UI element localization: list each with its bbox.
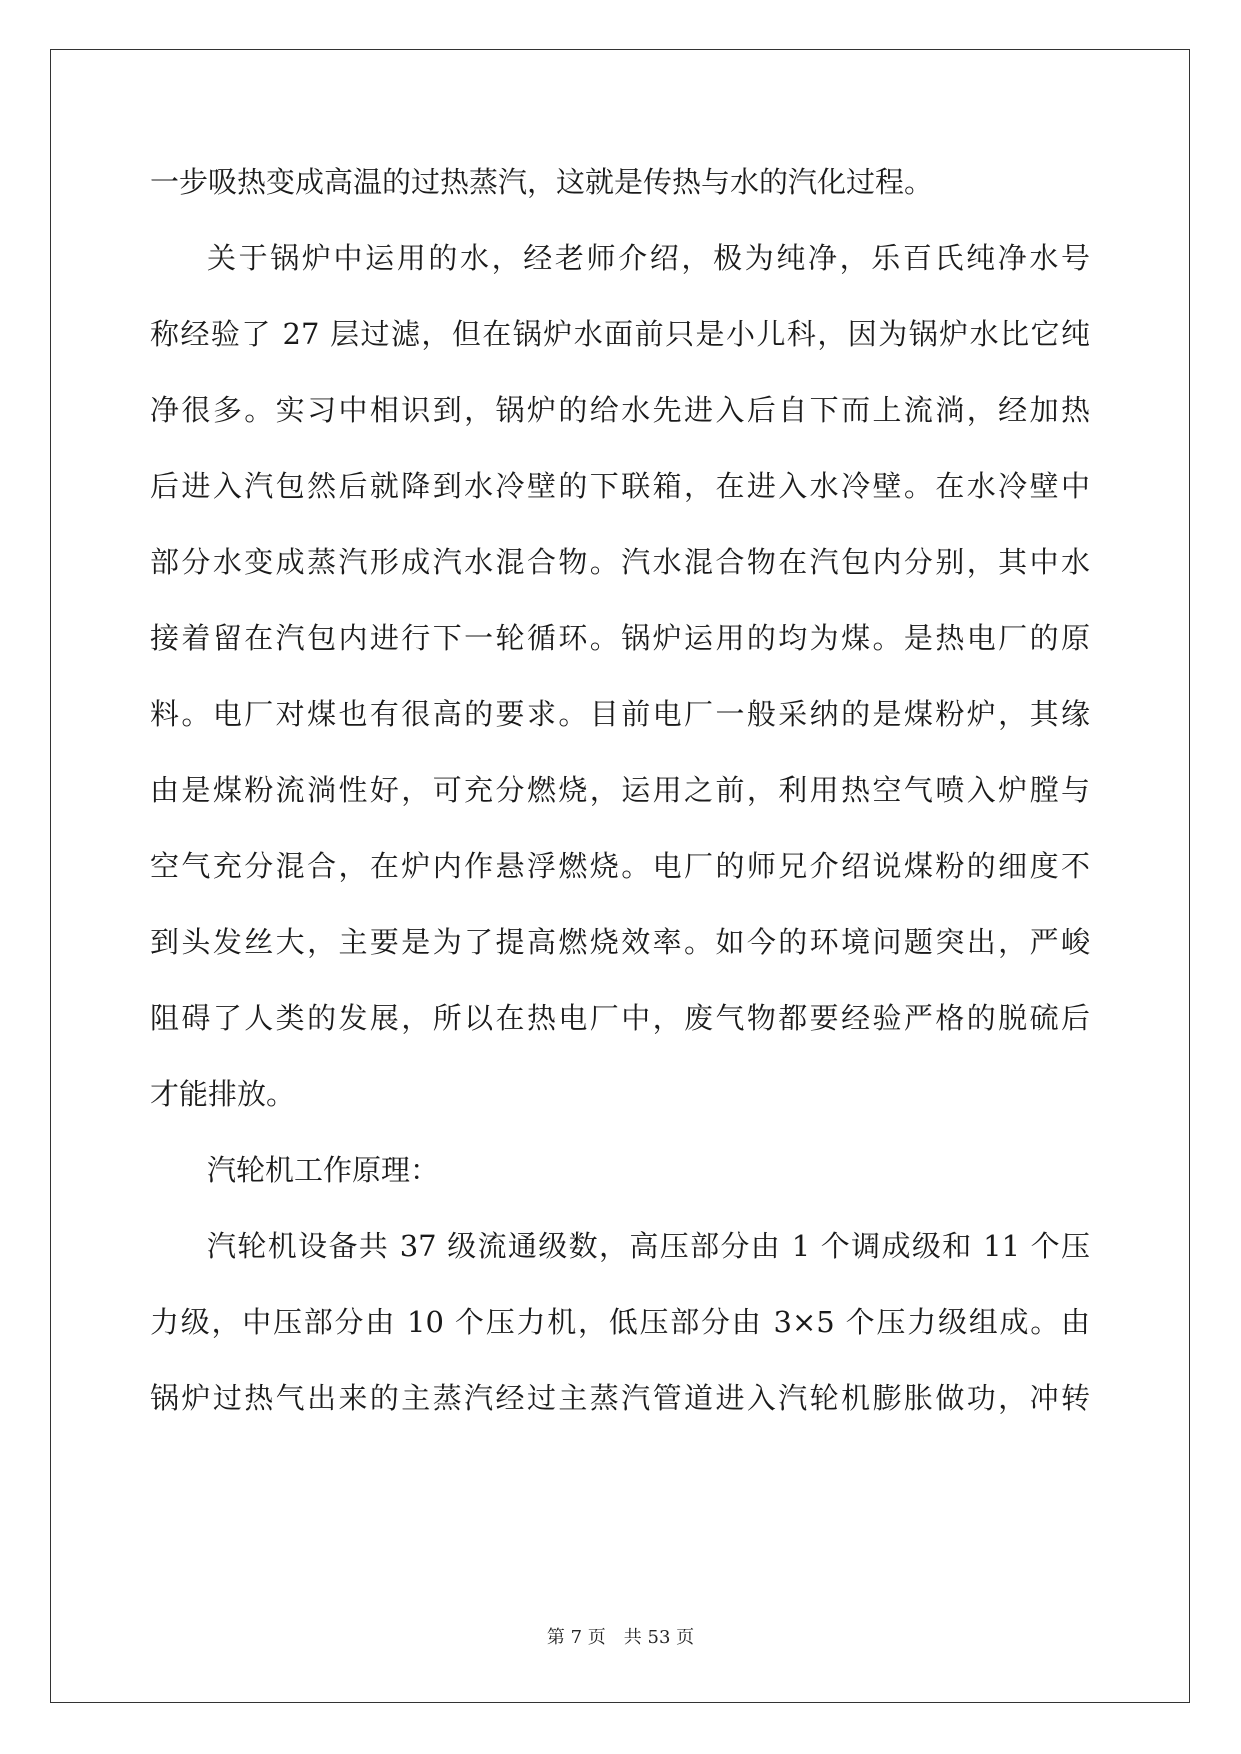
- text-line-2: 关于锅炉中运用的水，经老师介绍，极为纯净，乐百氏纯净水号: [207, 241, 1090, 275]
- text-line-12: 阻碍了人类的发展，所以在热电厂中，废气物都要经验严格的脱硫后: [150, 1001, 1090, 1035]
- text-line-15: 汽轮机设备共 37 级流通级数，高压部分由 1 个调成级和 11 个压: [207, 1229, 1090, 1263]
- text-line-1: 一步吸热变成高温的过热蒸汽，这就是传热与水的汽化过程。: [150, 165, 934, 199]
- text-line-3: 称经验了 27 层过滤，但在锅炉水面前只是小儿科，因为锅炉水比它纯: [150, 317, 1090, 351]
- text-line-10: 空气充分混合，在炉内作悬浮燃烧。电厂的师兄介绍说煤粉的细度不: [150, 849, 1090, 883]
- text-line-8: 料。电厂对煤也有很高的要求。目前电厂一般采纳的是煤粉炉，其缘: [150, 697, 1090, 731]
- page-number: 第 7 页: [546, 1627, 606, 1648]
- text-line-17: 锅炉过热气出来的主蒸汽经过主蒸汽管道进入汽轮机膨胀做功，冲转: [150, 1381, 1090, 1415]
- text-line-7: 接着留在汽包内进行下一轮循环。锅炉运用的均为煤。是热电厂的原: [150, 621, 1090, 655]
- text-line-11: 到头发丝大，主要是为了提高燃烧效率。如今的环境问题突出，严峻: [150, 925, 1090, 959]
- text-line-16: 力级，中压部分由 10 个压力机，低压部分由 3×5 个压力级组成。由: [150, 1305, 1090, 1339]
- section-heading: 汽轮机工作原理：: [207, 1153, 440, 1187]
- text-line-6: 部分水变成蒸汽形成汽水混合物。汽水混合物在汽包内分别，其中水: [150, 545, 1090, 579]
- text-line-5: 后进入汽包然后就降到水冷壁的下联箱，在进入水冷壁。在水冷壁中: [150, 469, 1090, 503]
- text-line-13: 才能排放。: [150, 1077, 296, 1111]
- text-line-9: 由是煤粉流淌性好，可充分燃烧，运用之前，利用热空气喷入炉膛与: [150, 773, 1090, 807]
- text-line-4: 净很多。实习中相识到，锅炉的给水先进入后自下而上流淌，经加热: [150, 393, 1090, 427]
- page-total: 共 53 页: [623, 1627, 695, 1648]
- page-footer: [0, 1626, 1241, 1650]
